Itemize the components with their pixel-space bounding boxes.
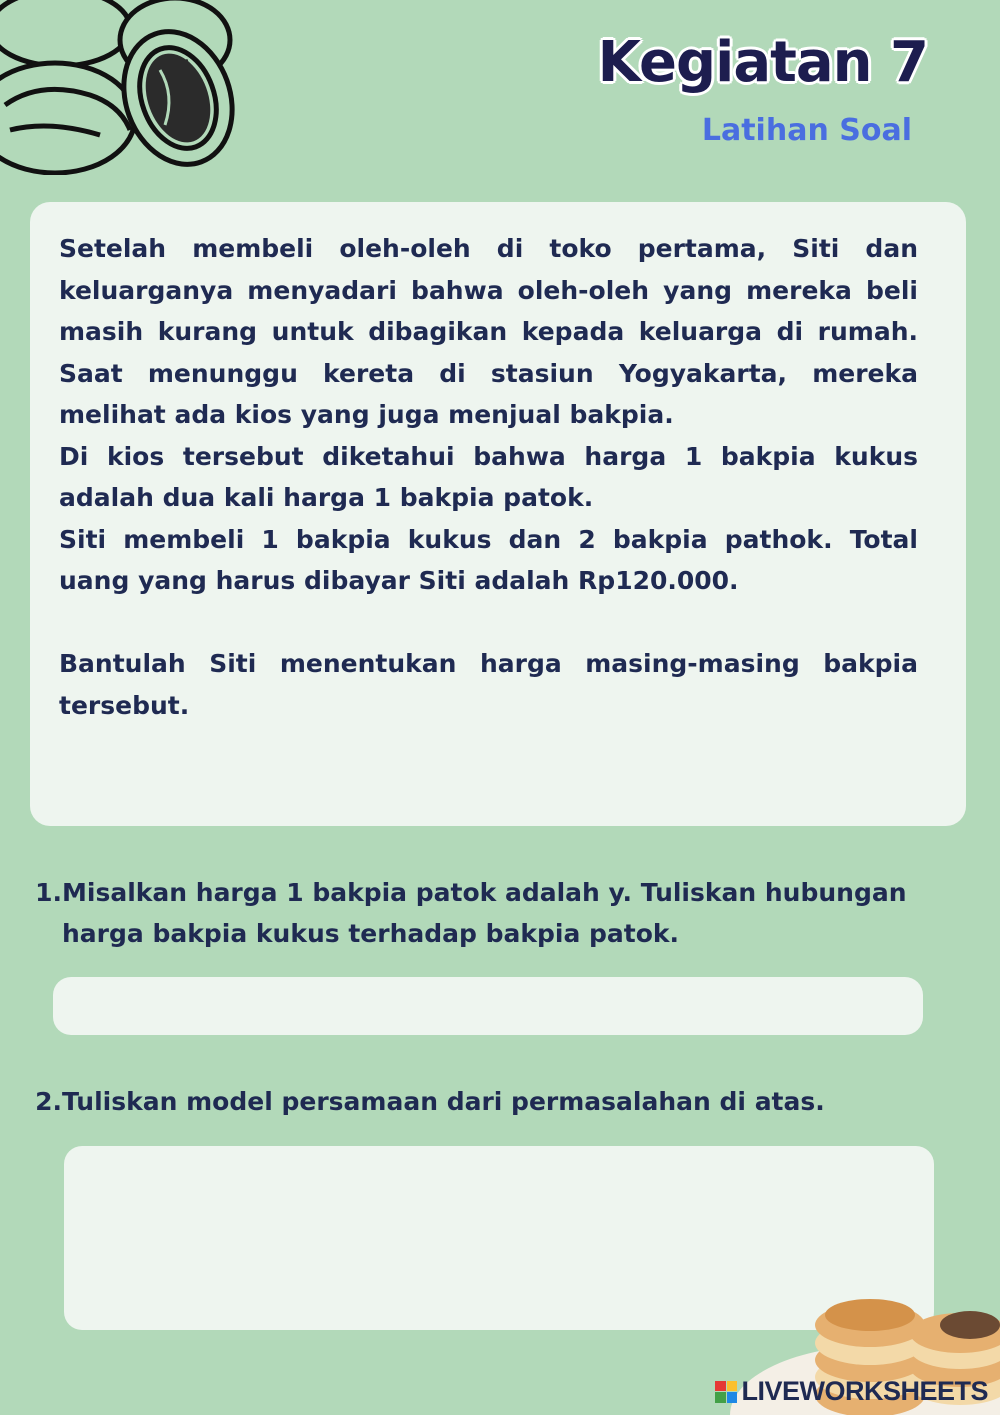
liveworksheets-brand [715, 1376, 988, 1407]
question-text: Misalkan harga 1 bakpia patok adalah y. Tuliskan hubungan harga bakpia kukus terhadap bakpia patok. [62, 878, 907, 948]
liveworksheets-logo-icon [715, 1381, 737, 1403]
answer-field-1[interactable] [53, 977, 923, 1035]
question-1 [32, 872, 932, 954]
question-number: 2. [35, 1087, 62, 1116]
page-title: Kegiatan 7 [597, 30, 928, 95]
question-number: 1. [35, 878, 62, 907]
page-subtitle: Latihan Soal [701, 113, 912, 148]
spacer [59, 602, 918, 644]
brand-name: LIVEWORKSHEETS [741, 1376, 988, 1406]
story-paragraph: Setelah membeli oleh-oleh di toko pertama, Siti dan keluarganya menyadari bahwa oleh-oleh yang mereka beli masih kurang untuk dibagikan kepada keluarga di rumah. Saat menunggu kereta di stasiun Yogyakarta, mereka melihat ada kios yang juga menjual bakpia. [59, 234, 918, 429]
story-prompt: Bantulah Siti menentukan harga masing-masing bakpia tersebut. [59, 649, 918, 720]
question-text: Tuliskan model persamaan dari permasalahan di atas. [62, 1087, 825, 1116]
story-paragraph: Di kios tersebut diketahui bahwa harga 1 bakpia kukus adalah dua kali harga 1 bakpia patok. [59, 441, 918, 512]
story-paragraph: Siti membeli 1 bakpia kukus dan 2 bakpia pathok. Total uang yang harus dibayar Siti adalah Rp120.000. [59, 524, 918, 595]
bakpia-illustration-icon [0, 0, 250, 175]
question-2 [32, 1081, 932, 1122]
story-card [30, 202, 966, 826]
